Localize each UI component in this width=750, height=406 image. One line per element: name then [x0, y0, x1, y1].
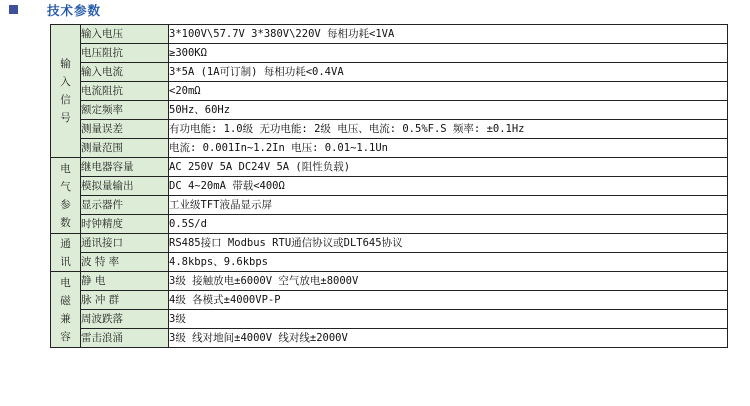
- table-row: [51, 120, 728, 139]
- param-label: 继电器容量: [81, 158, 169, 177]
- param-label: 脉 冲 群: [81, 291, 169, 310]
- param-label: 测量范围: [81, 139, 169, 158]
- table-row: [51, 177, 728, 196]
- group-label: 通 讯: [51, 234, 81, 272]
- param-value: 3级 接触放电±6000V 空气放电±8000V: [169, 272, 728, 291]
- table-row: [51, 234, 728, 253]
- param-label: 电流阻抗: [81, 82, 169, 101]
- param-value: 3*100V\57.7V 3*380V\220V 每相功耗<1VA: [169, 25, 728, 44]
- table-row: [51, 310, 728, 329]
- param-label: 时钟精度: [81, 215, 169, 234]
- param-label: 波 特 率: [81, 253, 169, 272]
- param-value: 3级: [169, 310, 728, 329]
- param-label: 通讯接口: [81, 234, 169, 253]
- param-value: AC 250V 5A DC24V 5A (阻性负载): [169, 158, 728, 177]
- spec-table: [50, 24, 728, 348]
- param-value: 4级 各模式±4000VP-P: [169, 291, 728, 310]
- param-value: 3级 线对地间±4000V 线对线±2000V: [169, 329, 728, 348]
- group-label: 输 入 信 号: [51, 25, 81, 158]
- group-label: 电 气 参 数: [51, 158, 81, 234]
- param-value: RS485接口 Modbus RTU通信协议或DLT645协议: [169, 234, 728, 253]
- table-row: [51, 329, 728, 348]
- section-header: [0, 0, 750, 24]
- param-label: 周波跌落: [81, 310, 169, 329]
- param-value: ≥300KΩ: [169, 44, 728, 63]
- param-value: 4.8kbps、9.6kbps: [169, 253, 728, 272]
- page-title: 技术参数: [47, 3, 102, 18]
- table-row: [51, 25, 728, 44]
- param-label: 雷击浪涌: [81, 329, 169, 348]
- param-label: 输入电流: [81, 63, 169, 82]
- table-row: [51, 291, 728, 310]
- table-row: [51, 215, 728, 234]
- param-value: 有功电能: 1.0级 无功电能: 2级 电压、电流: 0.5%F.S 频率: ±0.1Hz: [169, 120, 728, 139]
- spec-table-body: [51, 25, 728, 348]
- bullet-square-icon: [9, 5, 18, 14]
- table-row: [51, 63, 728, 82]
- param-label: 测量误差: [81, 120, 169, 139]
- param-label: 显示器件: [81, 196, 169, 215]
- param-value: <20mΩ: [169, 82, 728, 101]
- param-label: 电压阻抗: [81, 44, 169, 63]
- table-row: [51, 272, 728, 291]
- param-value: 50Hz、60Hz: [169, 101, 728, 120]
- table-row: [51, 101, 728, 120]
- param-label: 静 电: [81, 272, 169, 291]
- table-row: [51, 44, 728, 63]
- param-value: DC 4~20mA 带载<400Ω: [169, 177, 728, 196]
- param-label: 额定频率: [81, 101, 169, 120]
- table-row: [51, 196, 728, 215]
- param-value: 工业级TFT液晶显示屏: [169, 196, 728, 215]
- param-value: 0.5S/d: [169, 215, 728, 234]
- table-row: [51, 82, 728, 101]
- param-label: 模拟量输出: [81, 177, 169, 196]
- param-value: 电流: 0.001In~1.2In 电压: 0.01~1.1Un: [169, 139, 728, 158]
- param-value: 3*5A (1A可订制) 每相功耗<0.4VA: [169, 63, 728, 82]
- table-row: [51, 253, 728, 272]
- table-row: [51, 139, 728, 158]
- table-row: [51, 158, 728, 177]
- group-label: 电 磁 兼 容: [51, 272, 81, 348]
- param-label: 输入电压: [81, 25, 169, 44]
